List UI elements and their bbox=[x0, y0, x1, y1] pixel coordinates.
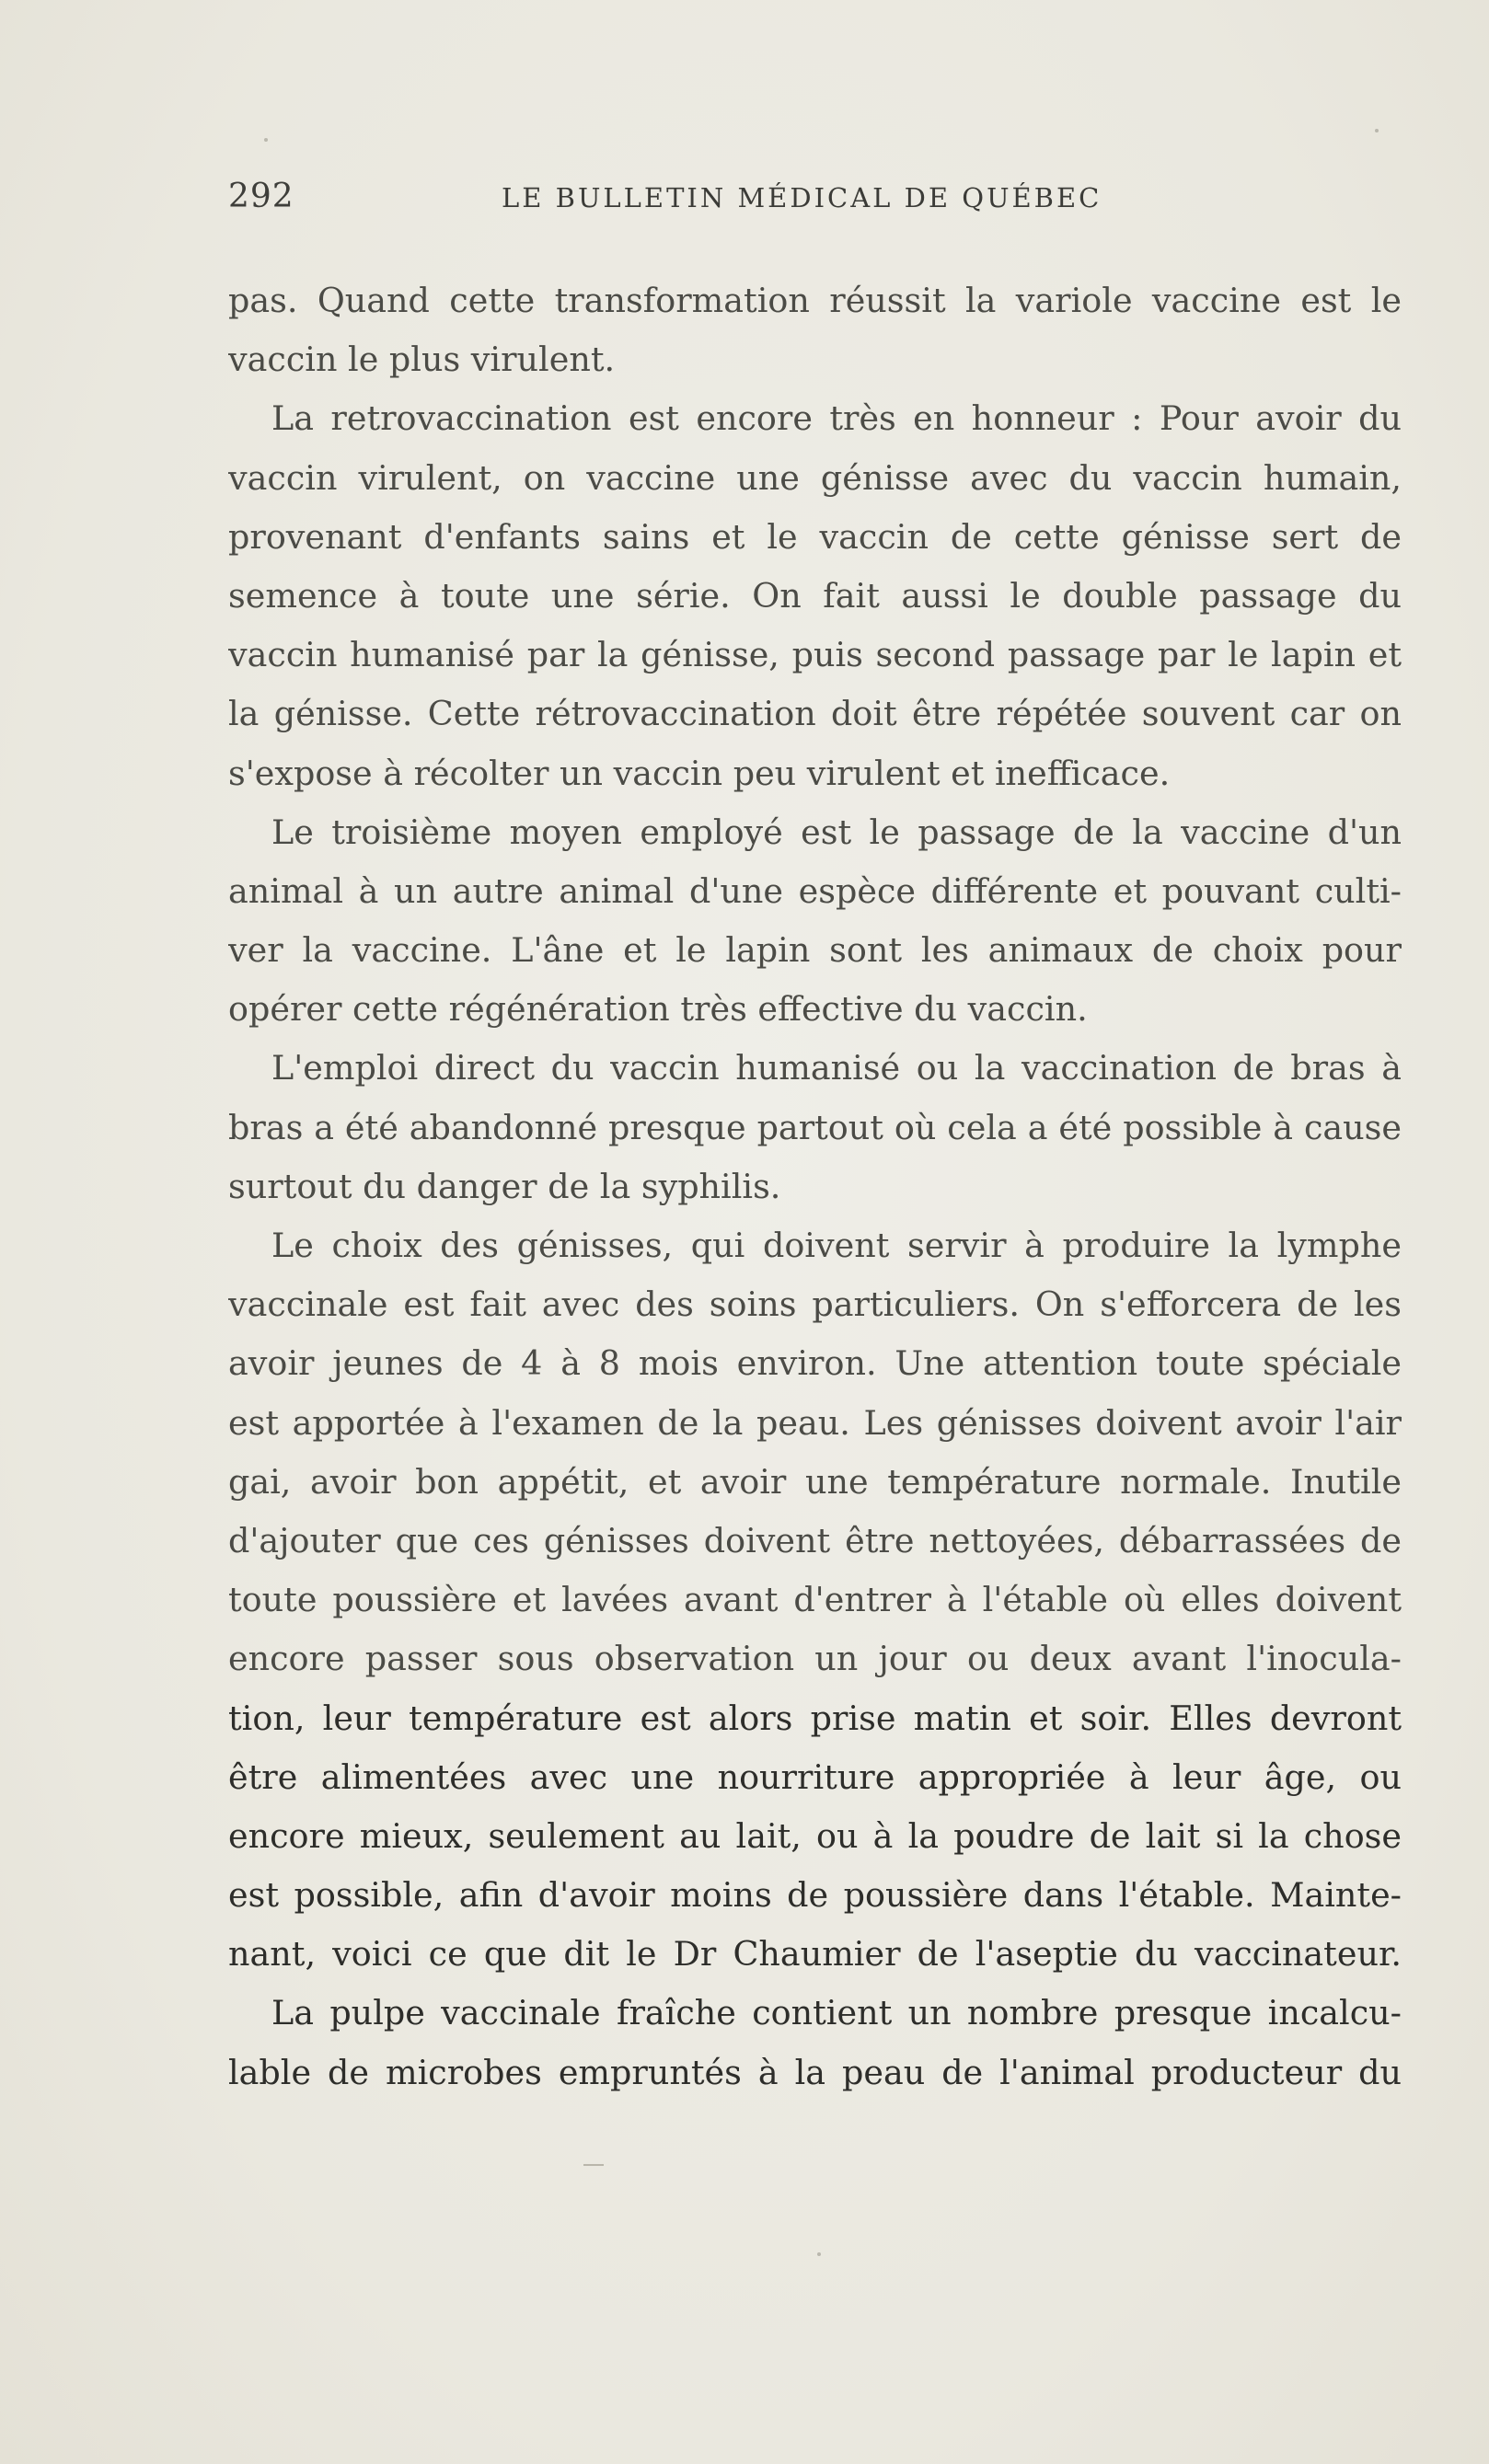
text-line: s'expose à récolter un vaccin peu virulent et inefficace. bbox=[228, 753, 1171, 793]
text-line: La pulpe vaccinale fraîche contient un nombre presque incalcu- bbox=[271, 1993, 1402, 2033]
text-line: opérer cette régénération très effective du vaccin. bbox=[228, 989, 1088, 1030]
text-line: nant, voici ce que dit le Dr Chaumier de l'aseptie du vaccinateur. bbox=[228, 1934, 1402, 1975]
text-line: toute poussière et lavées avant d'entrer à l'étable où elles doivent bbox=[228, 1580, 1402, 1620]
text-line: tion, leur température est alors prise matin et soir. Elles devront bbox=[228, 1698, 1402, 1738]
text-line: L'emploi direct du vaccin humanisé ou la vaccination de bras à bbox=[271, 1048, 1402, 1088]
text-line: surtout du danger de la syphilis. bbox=[228, 1166, 781, 1206]
text-line: vaccin le plus virulent. bbox=[228, 340, 616, 380]
paper-speck bbox=[1375, 129, 1379, 132]
text-line: avoir jeunes de 4 à 8 mois environ. Une attention toute spéciale bbox=[228, 1343, 1402, 1384]
text-line: Le troisième moyen employé est le passage de la vaccine d'un bbox=[271, 812, 1402, 852]
text-line: pas. Quand cette transformation réussit la variole vaccine est le bbox=[228, 281, 1402, 320]
page-number: 292 bbox=[228, 178, 294, 215]
running-header: LE BULLETIN MÉDICAL DE QUÉBEC bbox=[502, 182, 1102, 213]
text-line: La retrovaccination est encore très en honneur : Pour avoir du bbox=[271, 398, 1402, 439]
text-line: est possible, afin d'avoir moins de poussière dans l'étable. Mainte- bbox=[228, 1875, 1402, 1916]
text-line: provenant d'enfants sains et le vaccin de cette génisse sert de bbox=[228, 516, 1402, 557]
text-line: être alimentées avec une nourriture appropriée à leur âge, ou bbox=[228, 1756, 1402, 1797]
text-line: vaccin virulent, on vaccine une génisse avec du vaccin humain, bbox=[228, 457, 1402, 498]
printer-dash bbox=[583, 2164, 604, 2166]
text-line: bras a été abandonné presque partout où cela a été possible à cause bbox=[228, 1107, 1402, 1147]
text-line: la génisse. Cette rétrovaccination doit être répétée souvent car on bbox=[228, 694, 1402, 734]
text-line: encore passer sous observation un jour ou deux avant l'inocula- bbox=[228, 1639, 1402, 1679]
text-line: d'ajouter que ces génisses doivent être nettoyées, débarrassées de bbox=[228, 1520, 1402, 1560]
paper-speck bbox=[817, 2252, 821, 2256]
text-line: encore mieux, seulement au lait, ou à la poudre de lait si la chose bbox=[228, 1815, 1402, 1856]
text-line: est apportée à l'examen de la peau. Les génisses doivent avoir l'air bbox=[228, 1402, 1402, 1443]
text-line: lable de microbes empruntés à la peau de l'animal producteur du bbox=[228, 2052, 1402, 2092]
paper-speck bbox=[264, 138, 268, 142]
text-line: gai, avoir bon appétit, et avoir une température normale. Inutile bbox=[228, 1461, 1402, 1502]
text-line: animal à un autre animal d'une espèce différente et pouvant culti- bbox=[228, 870, 1402, 911]
text-line: ver la vaccine. L'âne et le lapin sont les animaux de choix pour bbox=[228, 930, 1402, 971]
text-line: vaccin humanisé par la génisse, puis second passage par le lapin et bbox=[228, 635, 1402, 675]
text-line: semence à toute une série. On fait aussi le double passage du bbox=[228, 575, 1402, 616]
body-text bbox=[228, 271, 1402, 2102]
text-line: vaccinale est fait avec des soins particuliers. On s'efforcera de les bbox=[228, 1284, 1402, 1325]
text-line: Le choix des génisses, qui doivent servir à produire la lymphe bbox=[271, 1226, 1402, 1265]
